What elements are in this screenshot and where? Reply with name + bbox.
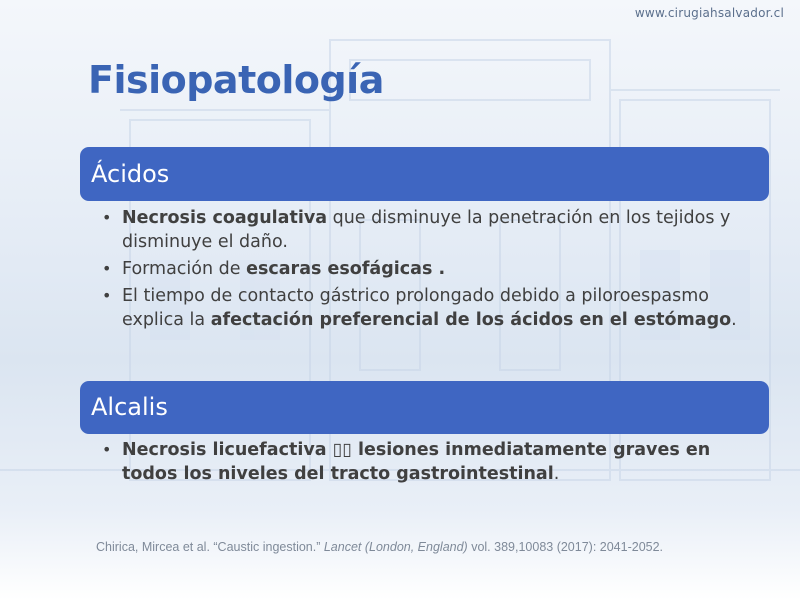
citation: [96, 540, 663, 554]
alcalis-bullet-list: [100, 438, 760, 489]
acidos-bullet-list: [100, 206, 760, 335]
bullet-bold-text: afectación preferencial de los ácidos en el estómago: [210, 310, 732, 330]
section-header-acidos: Ácidos: [80, 147, 769, 201]
bullet-text: El tiempo de contacto gástrico prolongado debido a piloroespasmo explica la: [122, 286, 710, 330]
bullet-bold-text: Necrosis coagulativa: [122, 208, 328, 228]
bullet-text: que disminuye la penetración en los tejidos y disminuye el daño.: [122, 208, 731, 252]
bullet-text: Formación de: [122, 259, 247, 279]
list-item: [100, 438, 760, 486]
section-header-alcalis: Alcalis: [80, 381, 769, 434]
bullet-bold-text: Necrosis licuefactiva ▯▯ lesiones inmediatamente graves en todos los niveles del tracto gastrointestinal: [122, 440, 711, 484]
citation-journal: Lancet (London, England): [323, 540, 468, 554]
list-item: [100, 257, 760, 281]
bullet-bold-text: escaras esofágicas .: [246, 259, 446, 279]
bullet-text-end: .: [731, 310, 737, 330]
citation-authors: Chirica, Mircea et al. “Caustic ingestion.”: [96, 540, 324, 554]
citation-details: vol. 389,10083 (2017): 2041-2052.: [467, 540, 664, 554]
bullet-text-end: .: [553, 464, 560, 484]
list-item: [100, 206, 760, 254]
page-title: Fisiopatología: [88, 58, 384, 102]
list-item: [100, 284, 760, 332]
website-url: www.cirugiahsalvador.cl: [634, 6, 784, 20]
